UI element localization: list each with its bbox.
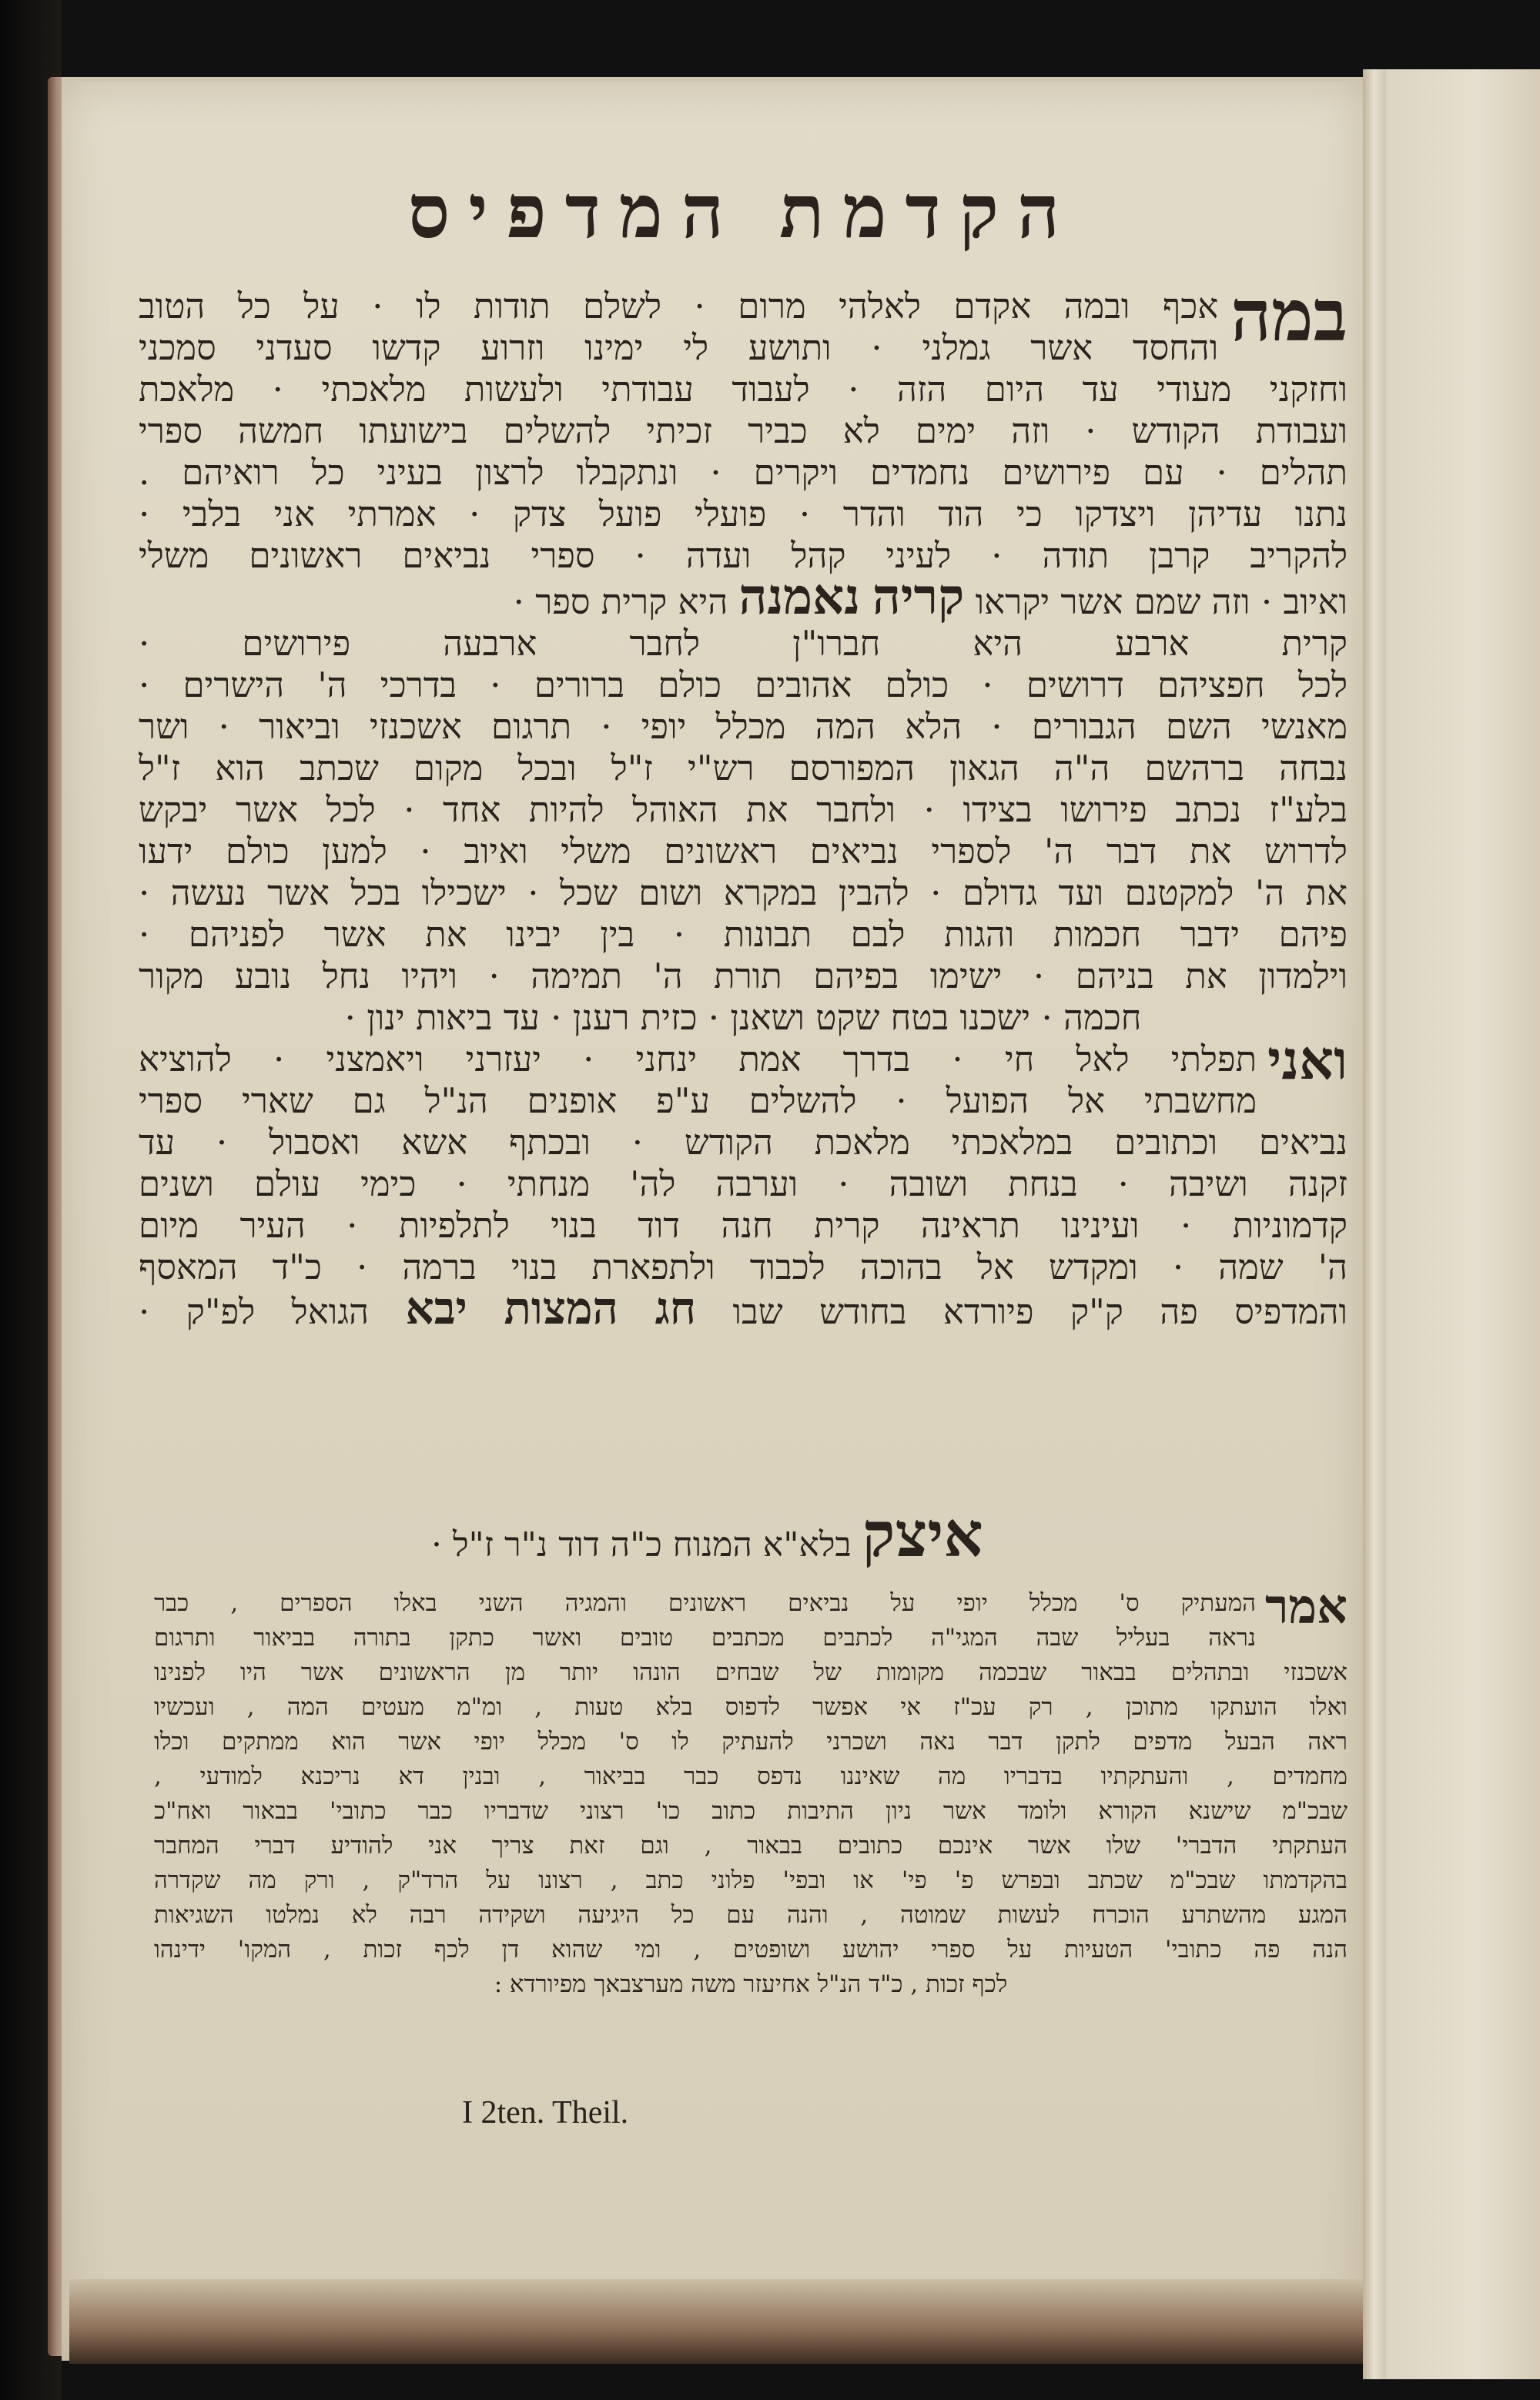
kiryah-title: קריה נאמנה <box>738 577 965 623</box>
text-line-part: והמדפיס פה ק"ק פיורדא בחודש שבו <box>732 1291 1348 1332</box>
printer-signature <box>431 1501 983 1572</box>
book-gutter <box>1363 69 1386 2379</box>
text-line: ה' שמה · ומקדש אל בהוכה לכבוד ולתפארת בנוי ברמה · כ"ד המאסף <box>139 1247 1348 1287</box>
note-line: המעתיק ס' מכלל יופי על נביאים ראשונים והמגיה השני באלו הספרים , כבר <box>154 1589 1256 1617</box>
note-line: נראה בעליל שבה המגי"ה לכתבים מכתבים טובים ואשר כתקן בתורה בביאור ותרגום <box>154 1624 1256 1652</box>
text-line: מאנשי השם הגבורים · הלא המה מכלל יופי · תרגום אשכנזי וביאור · ושר <box>139 706 1348 747</box>
text-line <box>139 1288 1348 1333</box>
text-line-part: הגואל לפ"ק · <box>139 1291 369 1332</box>
note-line: מחמדים , והעתקתיו בדבריו מה שאיננו נדפס כבר בביאור , ובנין דא נריכנא למודעי , <box>154 1762 1348 1790</box>
text-line: חכמה · ישכנו בטח שקט ושאנן · כזית רענן · עד ביאות ינון · <box>344 997 1142 1038</box>
text-line: אכף ובמה אקדם לאלהי מרום · לשלם תודות לו · על כל הטוב <box>139 286 1219 326</box>
text-line: תפלתי לאל חי · בדרך אמת ינחני · יעזרני ויאמצני · להוציא <box>139 1039 1257 1079</box>
note-line: המגע מהשתרע הוכרח לעשות שמוטה , והנה עם כל היגיעה ושקידה רבה לא נמלטו השגיאות <box>154 1901 1348 1929</box>
text-line-part: היא קרית ספר · <box>513 581 728 622</box>
note-line: שבכ"מ שישנא הקורא ולומד אשר ניון התיבות כתוב כו' רצוני שדבריו כבר כתובי' בבאור ואח"כ <box>154 1797 1348 1825</box>
copyist-note <box>154 1582 1348 2002</box>
main-text <box>139 154 1348 1333</box>
note-line: העתקתי הדברי' שלו אשר אינכם כתובים בבאור , וגם זאת צריך אני להודיע דברי המחבר <box>154 1832 1348 1859</box>
text-line: לדרוש את דבר ה' לספרי נביאים ראשונים משלי ואיוב · למען כולם ידעו <box>139 831 1348 872</box>
vaani-word: ואני <box>1267 1032 1348 1091</box>
signature-mark: I 2ten. Theil. <box>462 2095 629 2131</box>
note-line: בהקדמתו שבכ"מ שכתב ובפרש פ' פי' או ובפי' פלוני כתב , רצונו על הרד"ק , ורק מה שקדרה <box>154 1866 1348 1894</box>
facing-page <box>1386 69 1540 2379</box>
note-line: ראה הבעל מדפים לתקן דבר נאה ושכרני להעתיק לו ס' מכלל יופי אשר הוא ממתקים וכלו <box>154 1728 1348 1756</box>
text-line: פיהם ידבר חכמות והגות לבם תבונות · בין יבינו את אשר לפניהם · <box>139 914 1348 955</box>
text-line: נתנו עדיהן ויצדקו כי הוד והדר · פועלי פועל צדק · אמרתי אני בלבי · <box>139 494 1348 534</box>
text-line: את ה' למקטנם ועד גדולם · להבין במקרא ושום שכל · ישכילו בכל אשר נעשה · <box>139 872 1348 913</box>
initial-word: במה <box>1230 277 1348 356</box>
signature-name: איצק <box>862 1502 983 1570</box>
note-line: הנה פה כתובי' הטעיות על ספרי יהושע ושופטים , ומי שהוא דן לכף זכות , המקו' ידינהו <box>154 1936 1348 1963</box>
page-title: הקדמת המדפיס <box>407 171 1079 253</box>
text-line <box>139 577 1348 623</box>
signature-text: בלא"א המנוח כ"ה דוד נ"ר ז"ל · <box>431 1525 852 1565</box>
text-line-part: ואיוב · וזה שמם אשר יקראו <box>975 581 1348 622</box>
page-bottom-edge <box>69 2279 1371 2364</box>
text-line: לכל חפציהם דרושים · כולם אהובים כולם ברורים · בדרכי ה' הישרים · <box>139 664 1348 705</box>
text-line: ועבודת הקודש · וזה ימים לא כביר זכיתי להשלים בישועתו חמשה ספרי <box>139 410 1348 451</box>
text-line: וילמדון את בניהם · ישימו בפיהם תורת ה' תמימה · ויהיו נחל נובע מקור <box>139 956 1348 996</box>
text-line: זקנה ושיבה · בנחת ושובה · וערבה לה' מנחתי · כימי עולם ושנים <box>139 1163 1348 1204</box>
text-line: והחסד אשר גמלני · ותושע לי ימינו וזרוע קדשו סעדני סמכני <box>139 327 1219 368</box>
text-line: קרית ארבע היא חברו"ן לחבר ארבעה פירושים · <box>139 623 1348 664</box>
holiday-title: חג המצות יבא <box>405 1288 697 1333</box>
text-line: בלע"ז נכתב פירושו בצידו · ולחבר את האוהל להיות אחד · לכל אשר יבקש <box>139 789 1348 830</box>
note-line: לכף זכות , כ"ד הנ"ל אחיעזר משה מערצבאך מפיורדא : <box>494 1970 1008 1998</box>
text-line: וחזקני מעודי עד היום הזה · לעבוד עבודתי ולעשות מלאכתי · מלאכת <box>139 369 1348 410</box>
text-line: קדמוניות · ועינינו תראינה קרית חנה דוד בנוי לתלפיות · העיר מיום <box>139 1205 1348 1246</box>
note-line: אשכנזי ובתהלים בבאור שבכמה מקומות של שבחים הונהו יותר מן הראשונים אשר היו לפנינו <box>154 1659 1348 1686</box>
second-paragraph <box>139 1032 1348 1333</box>
note-line: ואלו הועתקו מתוכן , רק עכ"ז אי אפשר לדפוס בלא טעות , ומ"מ מעטים המה , ועכשיו <box>154 1693 1348 1721</box>
opening-paragraph <box>139 277 1348 1039</box>
text-line: להקריב קרבן תודה · לעיני קהל ועדה · ספרי נביאים ראשונים משלי <box>139 535 1348 576</box>
text-line: תהלים · עם פירושים נחמדים ויקרים · ונתקבלו לרצון בעיני כל רואיהם . <box>139 452 1348 493</box>
text-line: נביאים וכתובים במלאכתי מלאכת הקודש · ובכתף אשא ואסבול · עד <box>139 1122 1348 1163</box>
note-initial-word: אמר <box>1264 1582 1348 1634</box>
text-line: נבחה ברהשם ה"ה הגאון המפורסם רש"י ז"ל ובכל מקום שכתב הוא ז"ל <box>139 748 1348 788</box>
text-line: מחשבתי אל הפועל · להשלים ע"פ אופנים הנ"ל גם שארי ספרי <box>139 1080 1257 1121</box>
